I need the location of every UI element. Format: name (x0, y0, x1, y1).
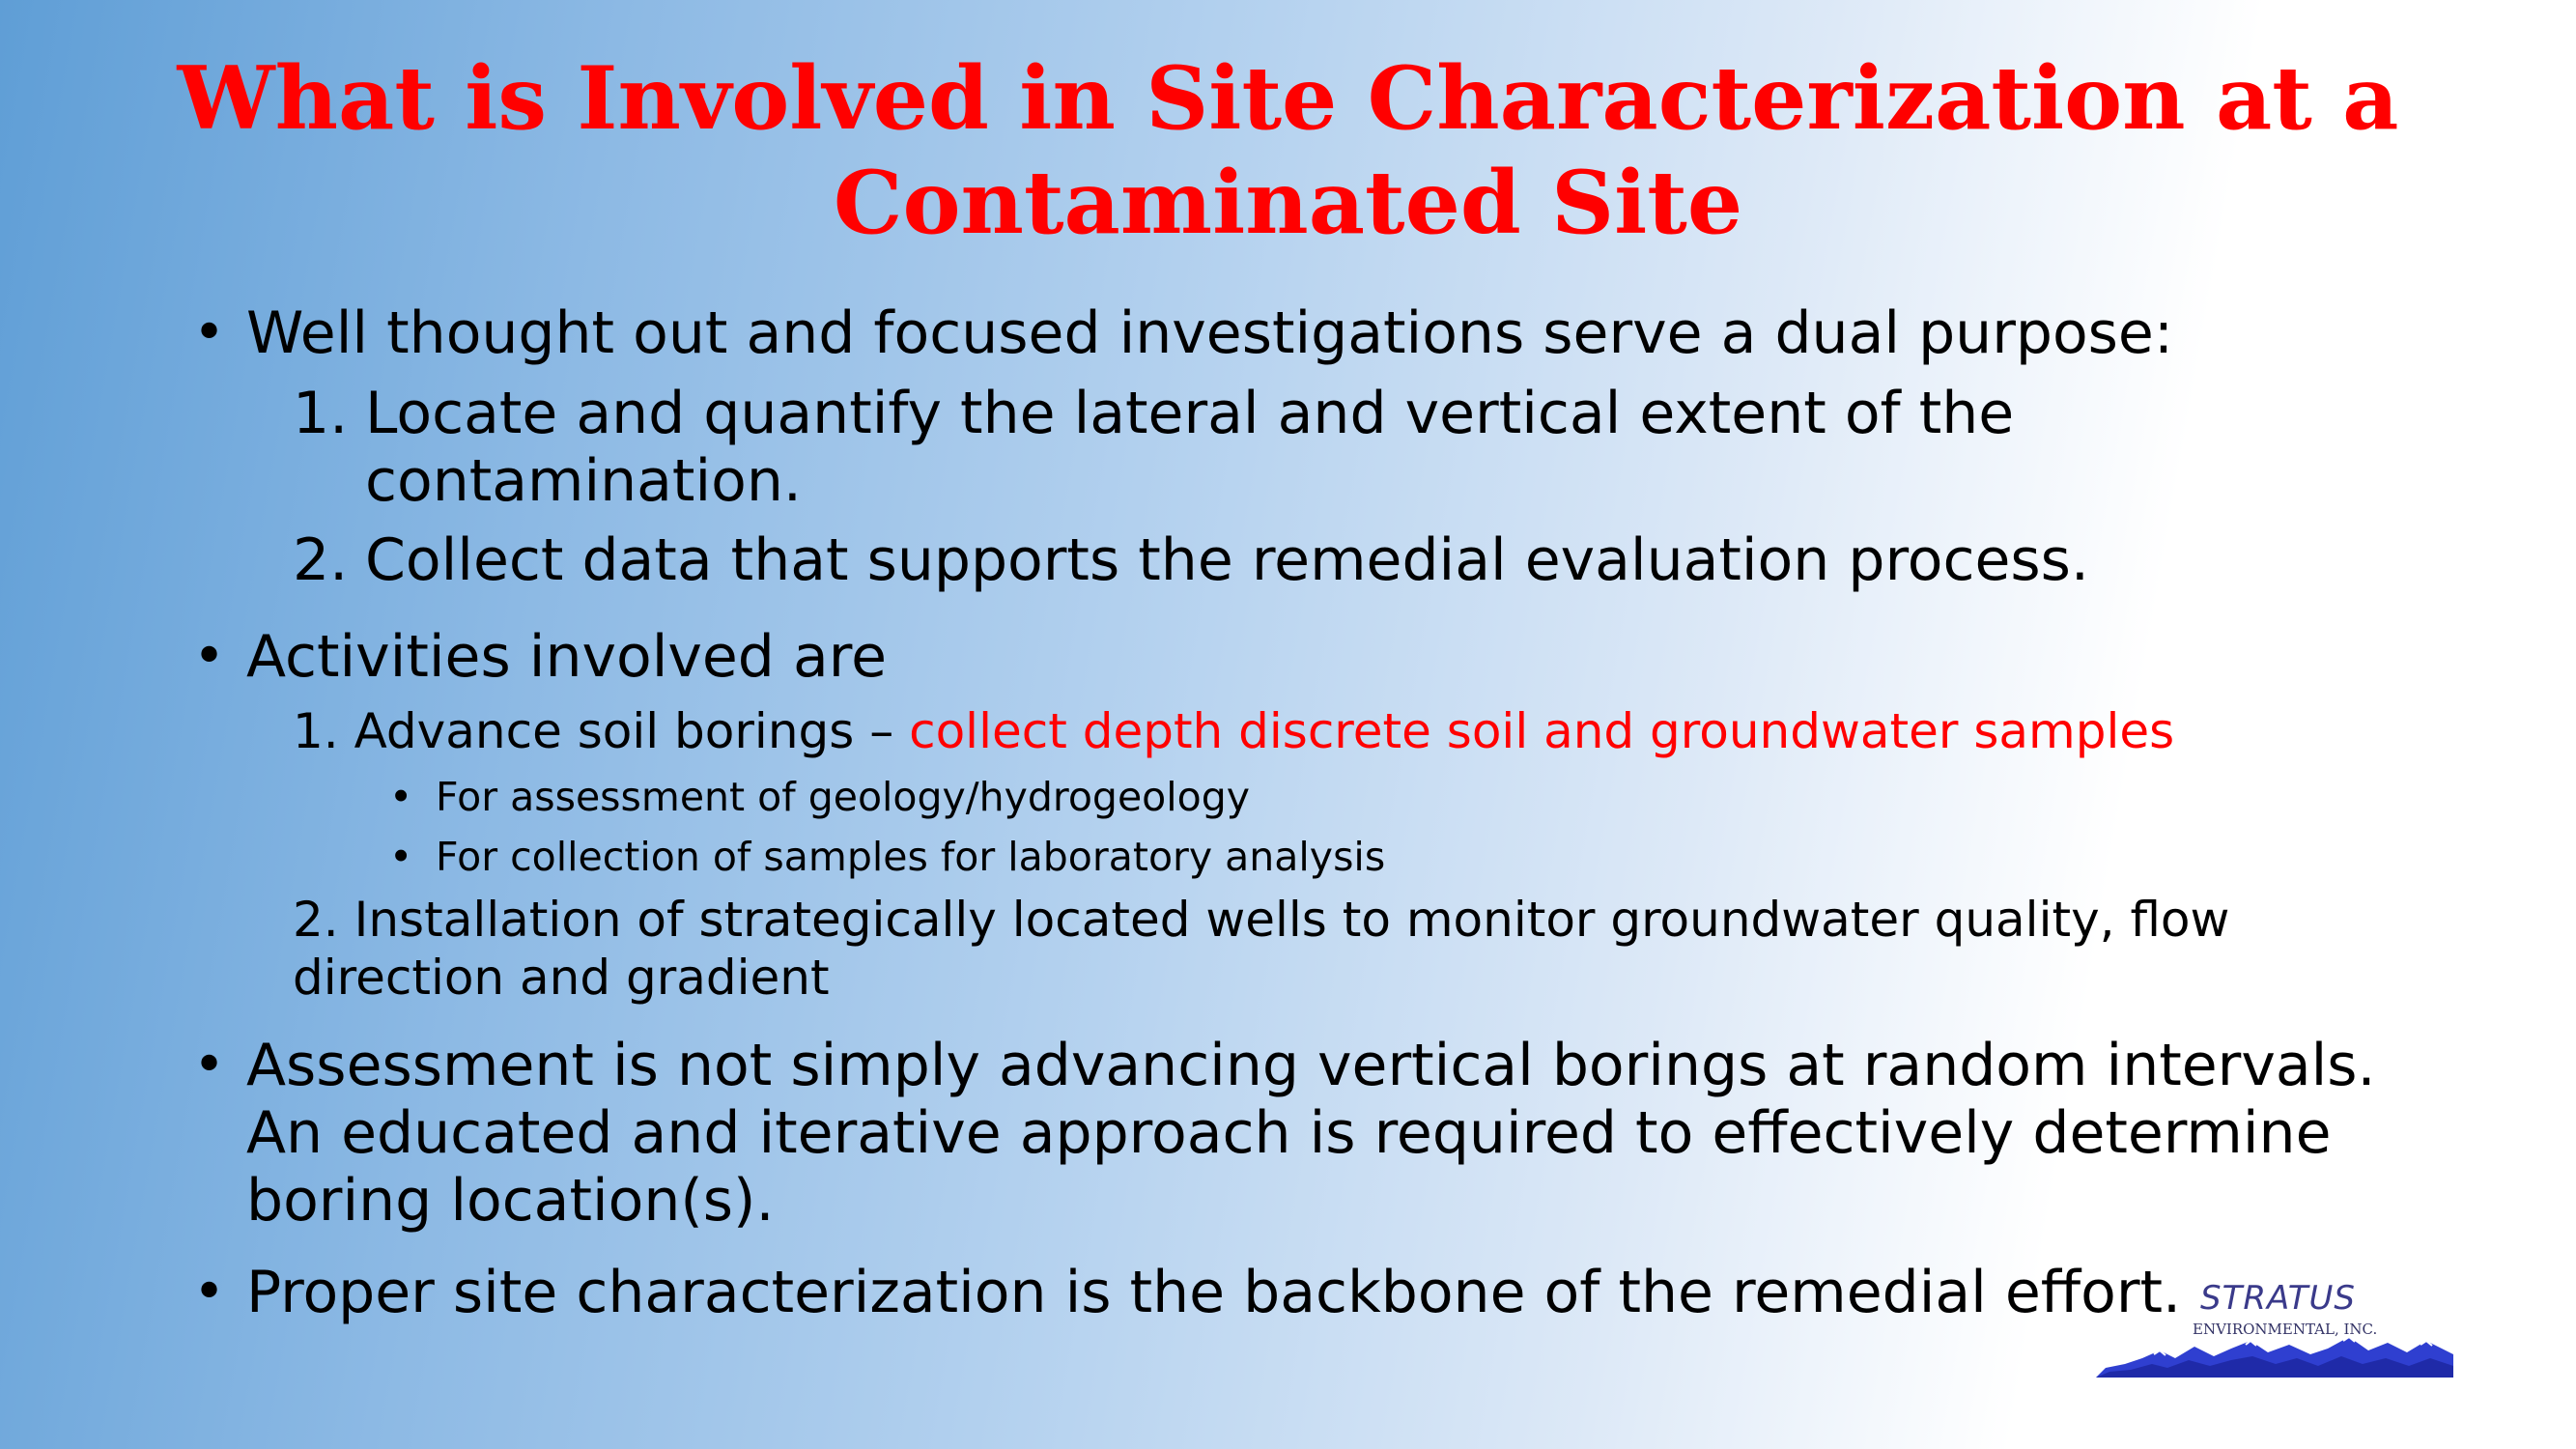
activity-item-text-line-2: direction and gradient (293, 950, 830, 1006)
item-number: 2. (293, 526, 349, 594)
activity-item-highlight: collect depth discrete soil and groundwater samples (909, 703, 2175, 759)
activity-item-wells (293, 891, 2229, 1007)
bullet-text-line-1: Assessment is not simply advancing vertical borings at random intervals. (246, 1032, 2376, 1099)
activity-item-text: 1. Advance soil borings – (293, 703, 910, 759)
logo-name: STRATUS (2200, 1279, 2356, 1318)
sub-bullet-dot: • (389, 774, 413, 820)
sub-bullet-text: For collection of samples for laboratory analysis (436, 834, 1386, 880)
company-logo (2096, 1265, 2453, 1377)
slide-title-line-2: Contaminated Site (833, 152, 1743, 254)
bullet-text: Proper site characterization is the backbone of the remedial effort. (246, 1259, 2182, 1326)
activity-item-text-line-1: 2. Installation of strategically located wells to monitor groundwater quality, flow (293, 892, 2230, 948)
slide-title (97, 46, 2479, 255)
sub-bullet-text: For assessment of geology/hydrogeology (436, 774, 1251, 820)
bullet-dot: • (193, 1261, 226, 1323)
bullet-dot: • (193, 1034, 226, 1096)
bullet-dot: • (193, 301, 226, 364)
item-text-line-1: Collect data that supports the remedial evaluation process. (365, 526, 2089, 594)
bullet-text-line-3: boring location(s). (246, 1167, 775, 1235)
activity-item-soil-borings (293, 702, 2174, 760)
item-text-line-2: contamination. (365, 447, 802, 515)
sub-bullet-dot: • (389, 834, 413, 880)
mountain-range-icon (2096, 1329, 2453, 1378)
bullet-dot: • (193, 625, 226, 688)
bullet-text: Well thought out and focused investigations serve a dual purpose: (246, 299, 2174, 367)
bullet-text-line-2: An educated and iterative approach is required to effectively determine (246, 1099, 2332, 1167)
item-number: 1. (293, 380, 349, 447)
item-text-line-1: Locate and quantify the lateral and vertical extent of the (365, 380, 2015, 447)
bullet-text: Activities involved are (246, 623, 887, 691)
slide-title-line-1: What is Involved in Site Characterization at a (177, 47, 2399, 150)
logo-subtitle: ENVIRONMENTAL, INC. (2193, 1321, 2378, 1338)
